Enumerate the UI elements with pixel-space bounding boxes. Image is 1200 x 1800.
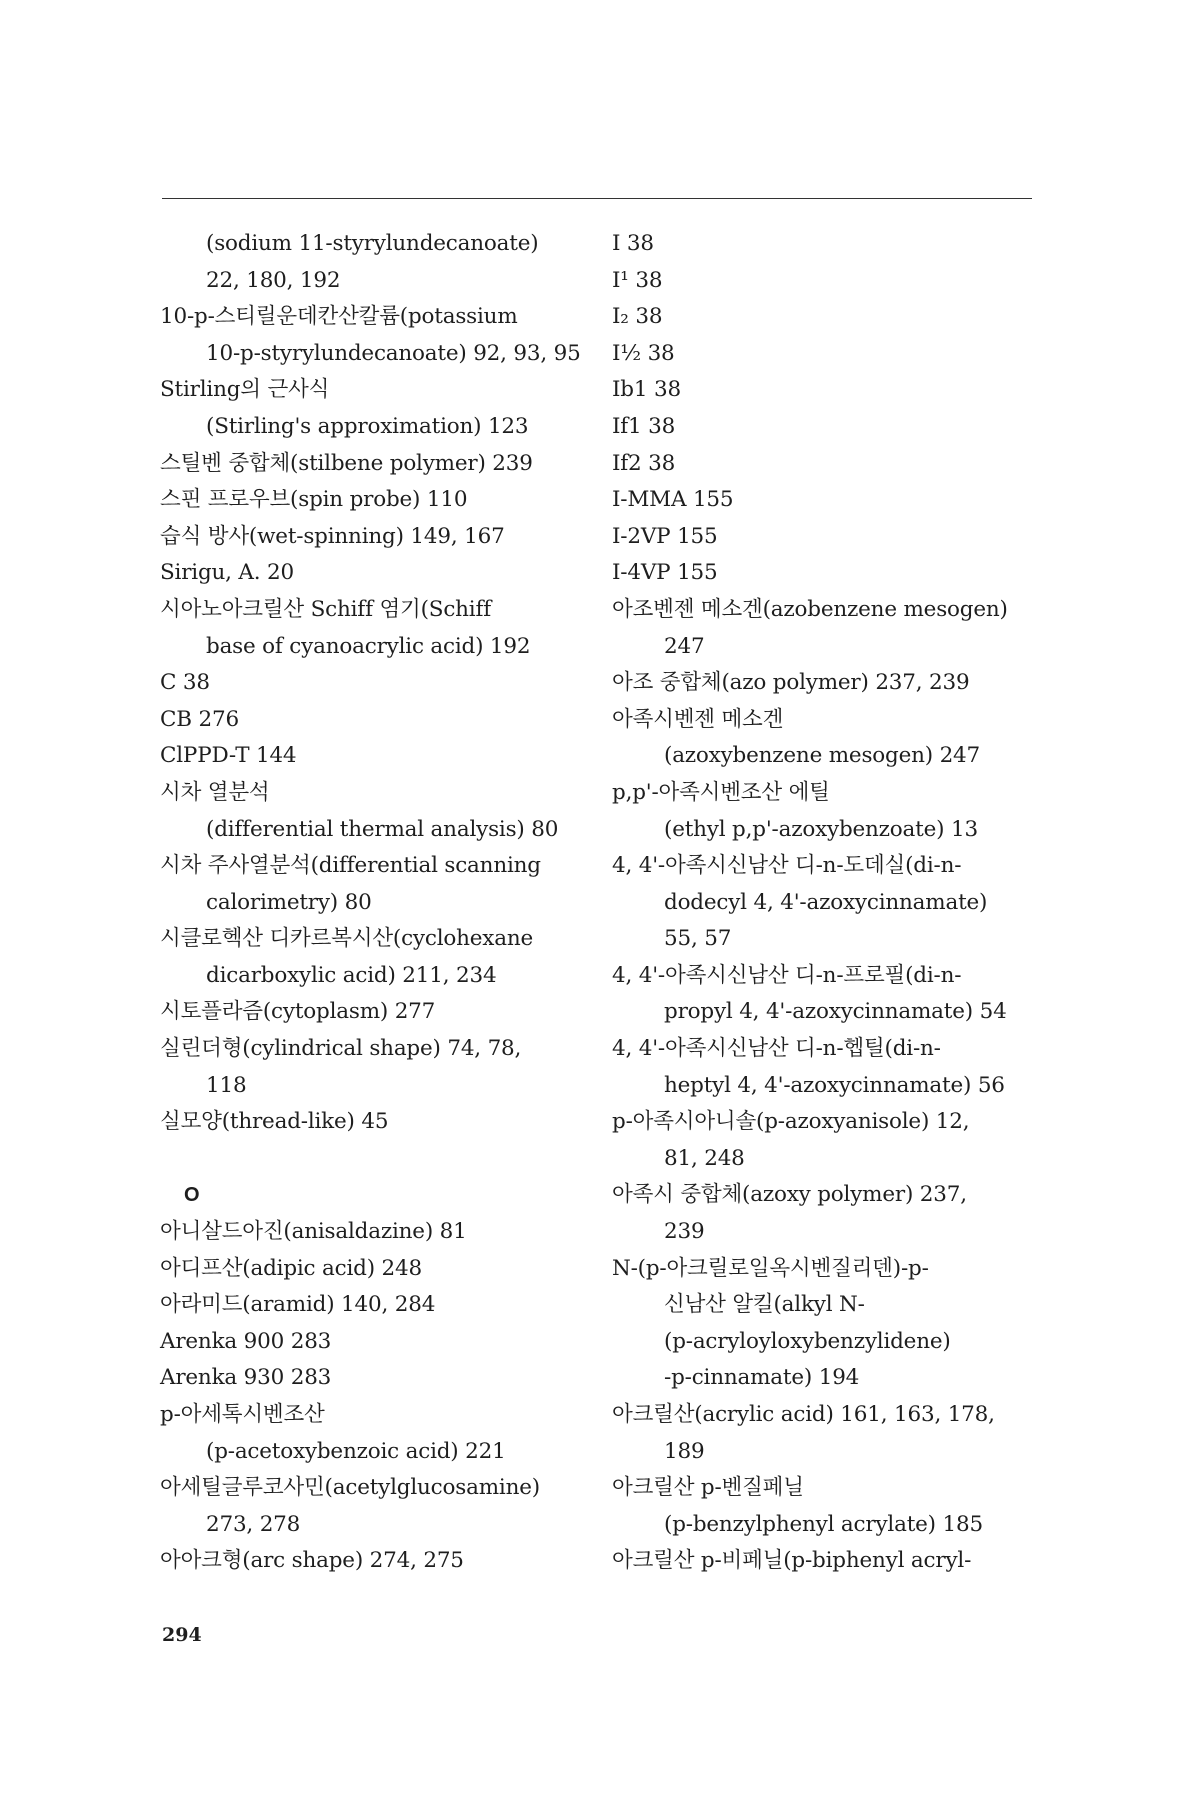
index-entry-line: I-2VP 155 (612, 523, 718, 549)
index-entry-line: C 38 (160, 670, 210, 696)
index-entry-line: Arenka 930 283 (160, 1365, 332, 1391)
index-entry-line: I 38 (612, 231, 654, 256)
index-entry-line: (differential thermal analysis) 80 (206, 816, 559, 842)
index-entry-line: 10-p-스티릴운데칸산칼륨(potassium (160, 304, 518, 330)
index-entry-line: I-4VP 155 (612, 560, 718, 586)
index-entry-line: (Stirling's approximation) 123 (206, 413, 529, 439)
page-number: 294 (162, 1624, 202, 1646)
index-column-left (160, 226, 580, 1580)
index-entry-line: propyl 4, 4'-azoxycinnamate) 54 (664, 999, 1007, 1025)
index-entry-line: base of cyanoacrylic acid) 192 (206, 633, 531, 659)
index-entry-line: If1 38 (612, 413, 676, 439)
index-entry-line: Sirigu, A. 20 (160, 560, 294, 586)
index-entry-line: 아조벤젠 메소겐(azobenzene mesogen) (612, 596, 1008, 622)
top-rule (162, 198, 1032, 199)
index-entry-line: 아니살드아진(anisaldazine) 81 (160, 1219, 467, 1245)
index-entry-line: 아조 중합체(azo polymer) 237, 239 (612, 670, 970, 696)
index-entry-line: Stirling의 근사식 (160, 377, 330, 403)
index-entry-line: 시토플라즘(cytoplasm) 277 (160, 999, 436, 1025)
index-entry-line: 아족시벤젠 메소겐 (612, 706, 784, 732)
index-entry-line: 아크릴산(acrylic acid) 161, 163, 178, (612, 1402, 995, 1427)
index-entry-line: 247 (664, 633, 705, 659)
index-entry-line: 스틸벤 중합체(stilbene polymer) 239 (160, 450, 533, 476)
index-entry-line: 10-p-styrylundecanoate) 92, 93, 95 (206, 340, 581, 366)
index-entry-line: 239 (664, 1219, 705, 1245)
index-entry-line: N-(p-아크릴로일옥시벤질리덴)-p- (612, 1255, 929, 1281)
index-entry-line: If2 38 (612, 450, 676, 476)
index-entry-line: 4, 4'-아족시신남산 디-n-도데실(di-n- (612, 853, 962, 879)
index-entry-line: 118 (206, 1072, 247, 1098)
index-entry-line: heptyl 4, 4'-azoxycinnamate) 56 (664, 1072, 1005, 1098)
index-entry-line: 81, 248 (664, 1145, 745, 1171)
index-entry-line: 4, 4'-아족시신남산 디-n-프로필(di-n- (612, 962, 962, 988)
index-column-right (612, 226, 1052, 1580)
index-entry-line: ClPPD-T 144 (160, 743, 297, 769)
section-heading: O (184, 1184, 200, 1207)
index-entry-line: 시아노아크릴산 Schiff 염기(Schiff (160, 596, 491, 622)
index-entry-line: CB 276 (160, 706, 239, 732)
index-entry-line (160, 1141, 580, 1178)
index-entry-line: 신남산 알킬(alkyl N- (664, 1292, 865, 1318)
index-entry-line: calorimetry) 80 (206, 889, 372, 915)
index-entry-line: 시차 열분석 (160, 779, 270, 805)
index-entry-line: (p-acryloyloxybenzylidene) (664, 1328, 951, 1354)
index-entry-line: (sodium 11-styrylundecanoate) (206, 231, 539, 256)
index-entry-line: 273, 278 (206, 1511, 301, 1537)
index-entry-line: 4, 4'-아족시신남산 디-n-헵틸(di-n- (612, 1036, 941, 1062)
index-entry-line: 시차 주사열분석(differential scanning (160, 853, 541, 879)
index-entry-line: 아족시 중합체(azoxy polymer) 237, (612, 1182, 967, 1208)
index-entry-line: (p-acetoxybenzoic acid) 221 (206, 1438, 506, 1464)
index-entry-line: -p-cinnamate) 194 (664, 1365, 860, 1391)
index-entry-line: p,p'-아족시벤조산 에틸 (612, 779, 830, 805)
index-entry-line: I½ 38 (612, 340, 675, 366)
index-entry-line: 아아크형(arc shape) 274, 275 (160, 1548, 464, 1574)
index-entry-line: 55, 57 (664, 926, 732, 952)
index-entry-line: Ib1 38 (612, 377, 681, 403)
index-entry-line: 습식 방사(wet-spinning) 149, 167 (160, 523, 505, 549)
index-entry-line: Arenka 900 283 (160, 1328, 332, 1354)
index-entry-line: 189 (664, 1438, 705, 1464)
index-entry-line: (ethyl p,p'-azoxybenzoate) 13 (664, 816, 978, 842)
index-entry-line: dodecyl 4, 4'-azoxycinnamate) (664, 889, 988, 915)
index-entry-line: 22, 180, 192 (206, 267, 341, 293)
index-entry-line: p-아세톡시벤조산 (160, 1402, 325, 1427)
index-entry-line: 아라미드(aramid) 140, 284 (160, 1292, 436, 1318)
index-entry-line: p-아족시아니솔(p-azoxyanisole) 12, (612, 1109, 970, 1135)
index-entry-line: I-MMA 155 (612, 487, 734, 513)
index-entry-line: I¹ 38 (612, 267, 663, 293)
index-entry-line: 실린더형(cylindrical shape) 74, 78, (160, 1036, 522, 1062)
index-entry-line: 아디프산(adipic acid) 248 (160, 1255, 422, 1281)
index-entry-line: 아세틸글루코사민(acetylglucosamine) (160, 1475, 540, 1501)
index-entry-line: 아크릴산 p-비페닐(p-biphenyl acryl- (612, 1548, 972, 1574)
index-entry-line: 시클로헥산 디카르복시산(cyclohexane (160, 926, 534, 952)
index-entry-line: 실모양(thread-like) 45 (160, 1109, 389, 1135)
index-entry-line: (azoxybenzene mesogen) 247 (664, 743, 981, 769)
index-entry-line: I₂ 38 (612, 304, 663, 330)
index-entry-line: (p-benzylphenyl acrylate) 185 (664, 1511, 983, 1537)
index-entry-line: 아크릴산 p-벤질페닐 (612, 1475, 804, 1501)
index-entry-line: dicarboxylic acid) 211, 234 (206, 962, 497, 988)
index-entry-line: 스핀 프로우브(spin probe) 110 (160, 487, 468, 513)
